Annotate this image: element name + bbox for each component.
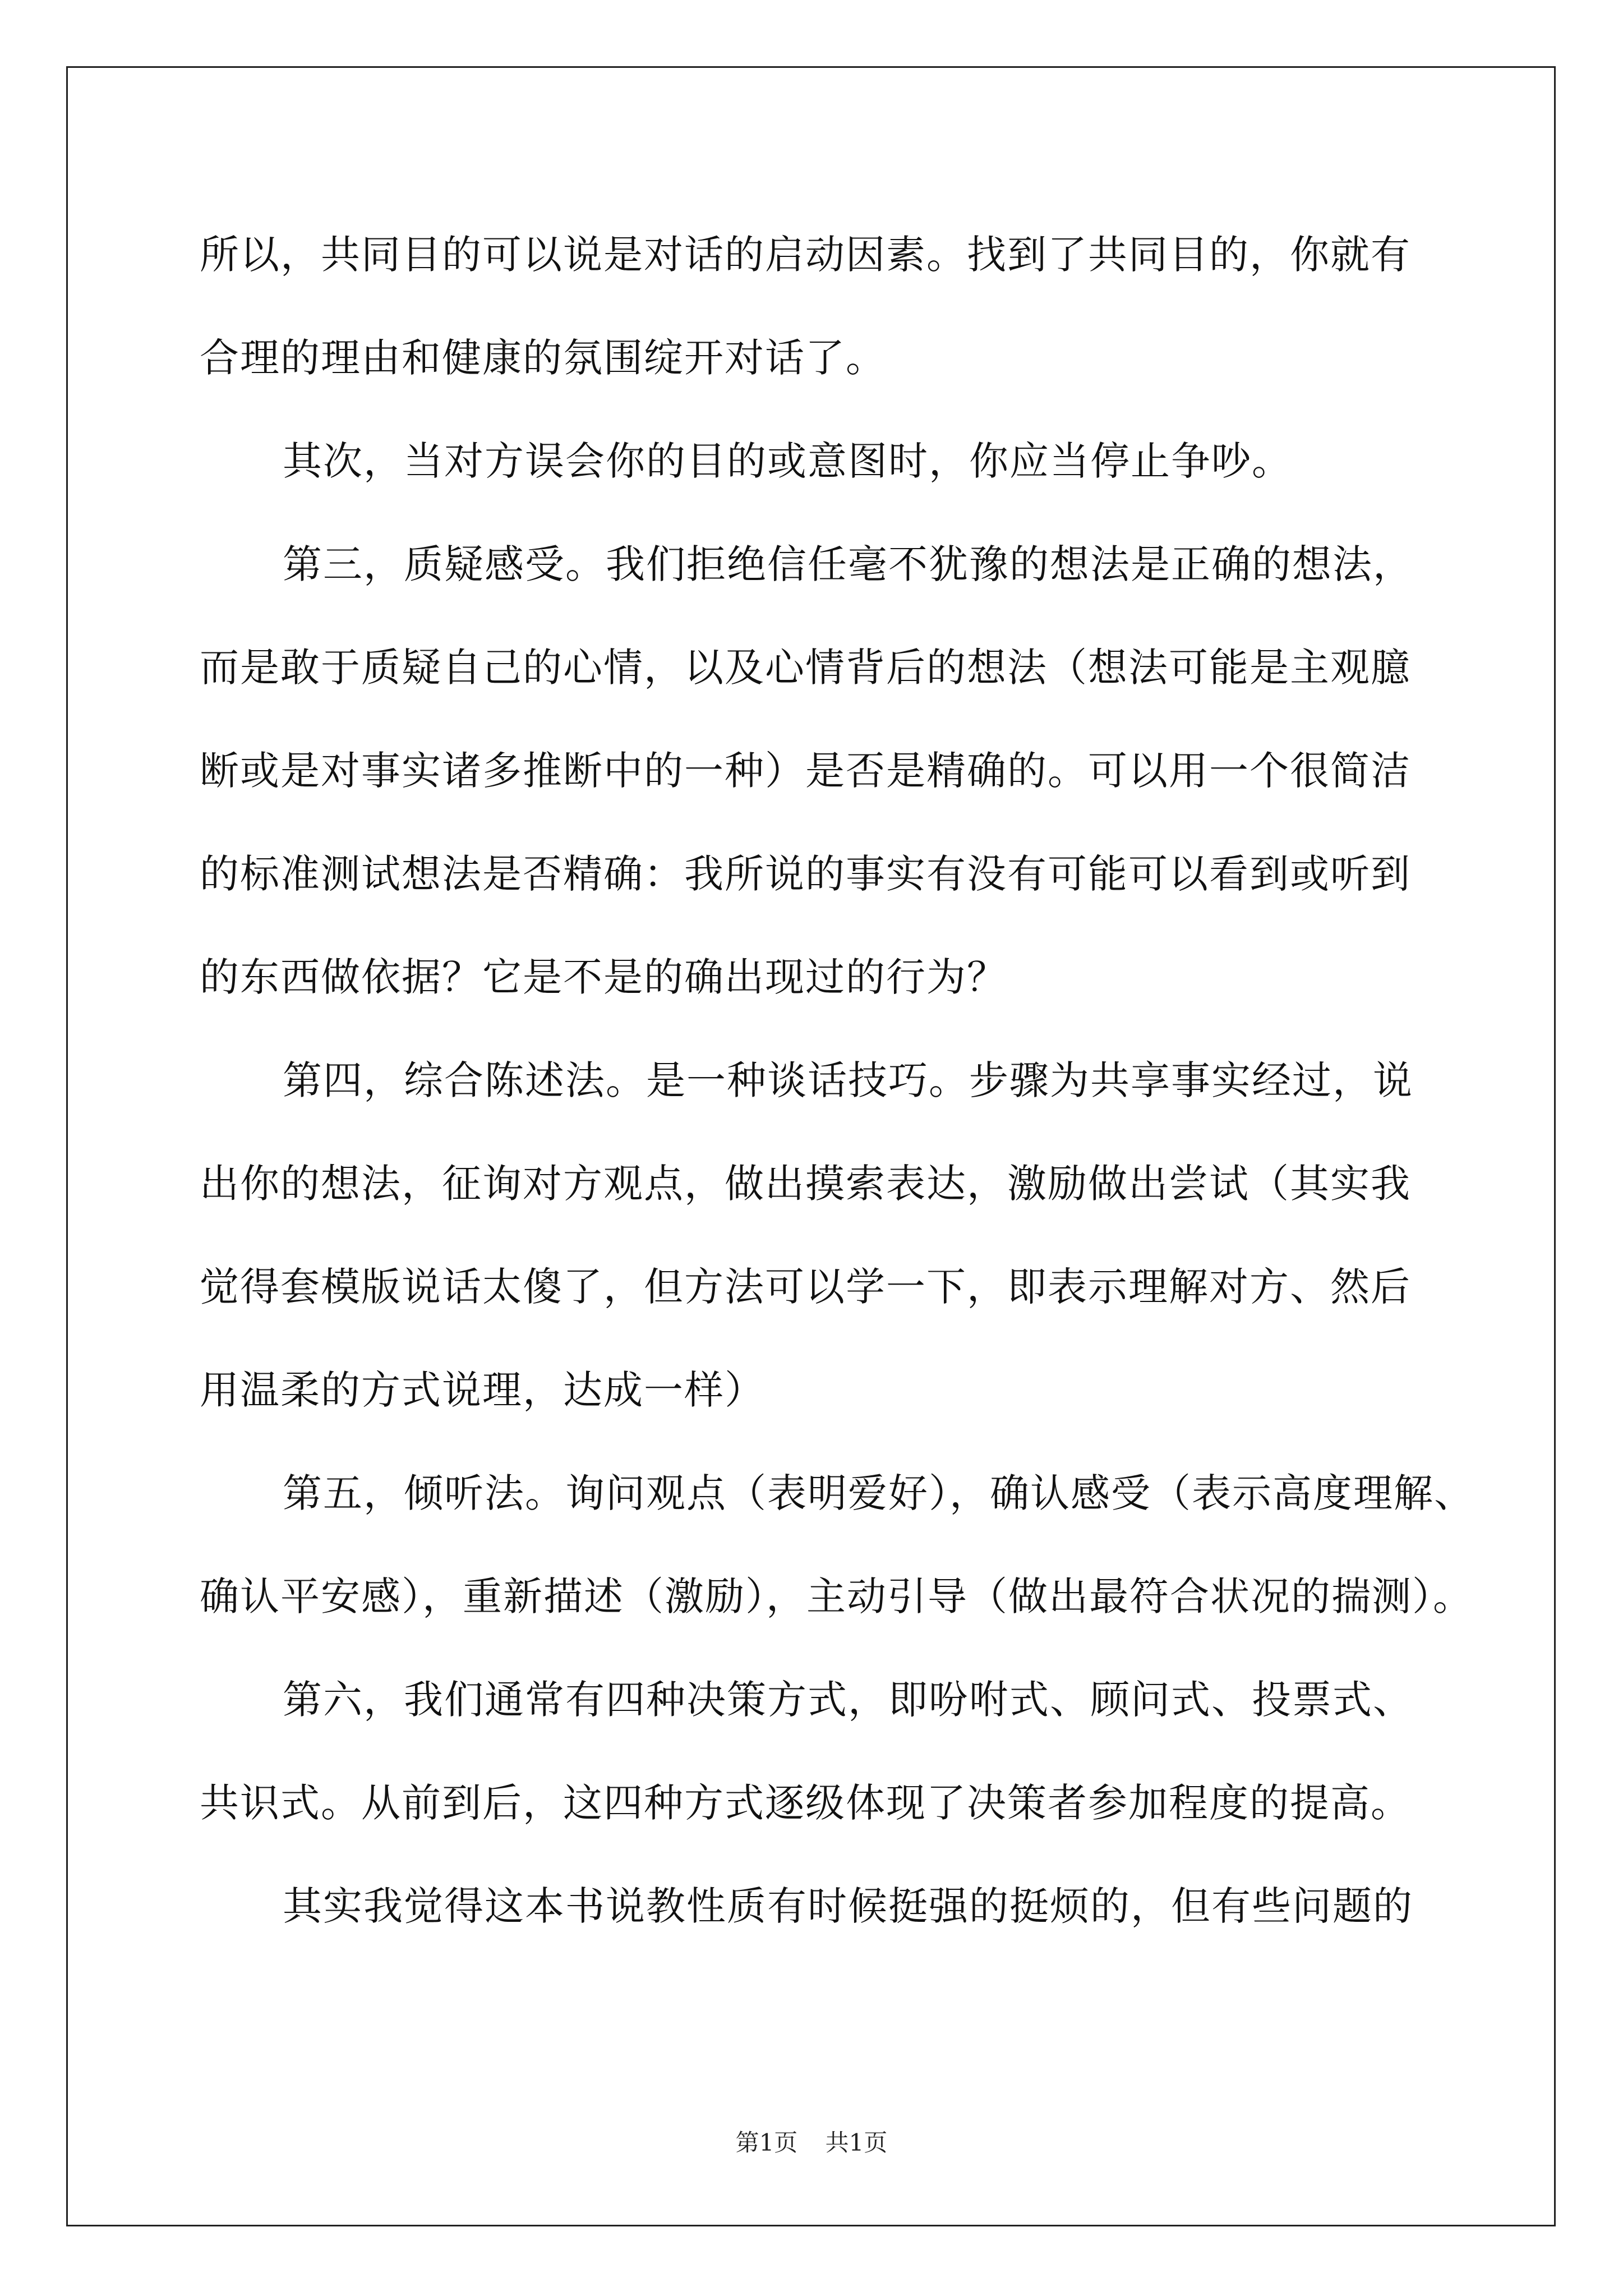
text-line: 的东西做依据？它是不是的确出现过的行为？ xyxy=(200,954,1007,1000)
text-line: 而是敢于质疑自己的心情，以及心情背后的想法（想法可能是主观臆 xyxy=(200,645,1411,691)
text-line: 出你的想法，征询对方观点，做出摸索表达，激励做出尝试（其实我 xyxy=(200,1161,1411,1207)
text-line: 第六，我们通常有四种决策方式，即吩咐式、顾问式、投票式、 xyxy=(283,1677,1413,1723)
text-line: 合理的理由和健康的氛围绽开对话了。 xyxy=(200,335,886,381)
text-line: 第五，倾听法。询问观点（表明爱好），确认感受（表示高度理解、 xyxy=(283,1470,1474,1516)
page-footer xyxy=(0,2126,1623,2160)
text-line: 其实我觉得这本书说教性质有时候挺强的挺烦的，但有些问题的 xyxy=(283,1883,1413,1929)
page-total: 共1页 xyxy=(825,2129,888,2156)
text-line: 第三，质疑感受。我们拒绝信任毫不犹豫的想法是正确的想法， xyxy=(283,541,1413,587)
document-body xyxy=(200,203,1487,1958)
text-line: 所以，共同目的可以说是对话的启动因素。找到了共同目的，你就有 xyxy=(200,232,1411,278)
text-line: 共识式。从前到后，这四种方式逐级体现了决策者参加程度的提高。 xyxy=(200,1780,1411,1826)
page-number: 第1页 xyxy=(735,2129,798,2156)
text-line: 其次，当对方误会你的目的或意图时，你应当停止争吵。 xyxy=(283,438,1292,484)
text-line: 用温柔的方式说理，达成一样） xyxy=(200,1367,765,1413)
text-line: 确认平安感），重新描述（激励），主动引导（做出最符合状况的揣测）。 xyxy=(200,1573,1473,1619)
text-line: 断或是对事实诸多推断中的一种）是否是精确的。可以用一个很简洁 xyxy=(200,748,1411,794)
text-line: 的标准测试想法是否精确：我所说的事实有没有可能可以看到或听到 xyxy=(200,851,1411,897)
text-line: 第四，综合陈述法。是一种谈话技巧。步骤为共享事实经过，说 xyxy=(283,1057,1413,1103)
text-line: 觉得套模版说话太傻了，但方法可以学一下，即表示理解对方、然后 xyxy=(200,1264,1411,1310)
